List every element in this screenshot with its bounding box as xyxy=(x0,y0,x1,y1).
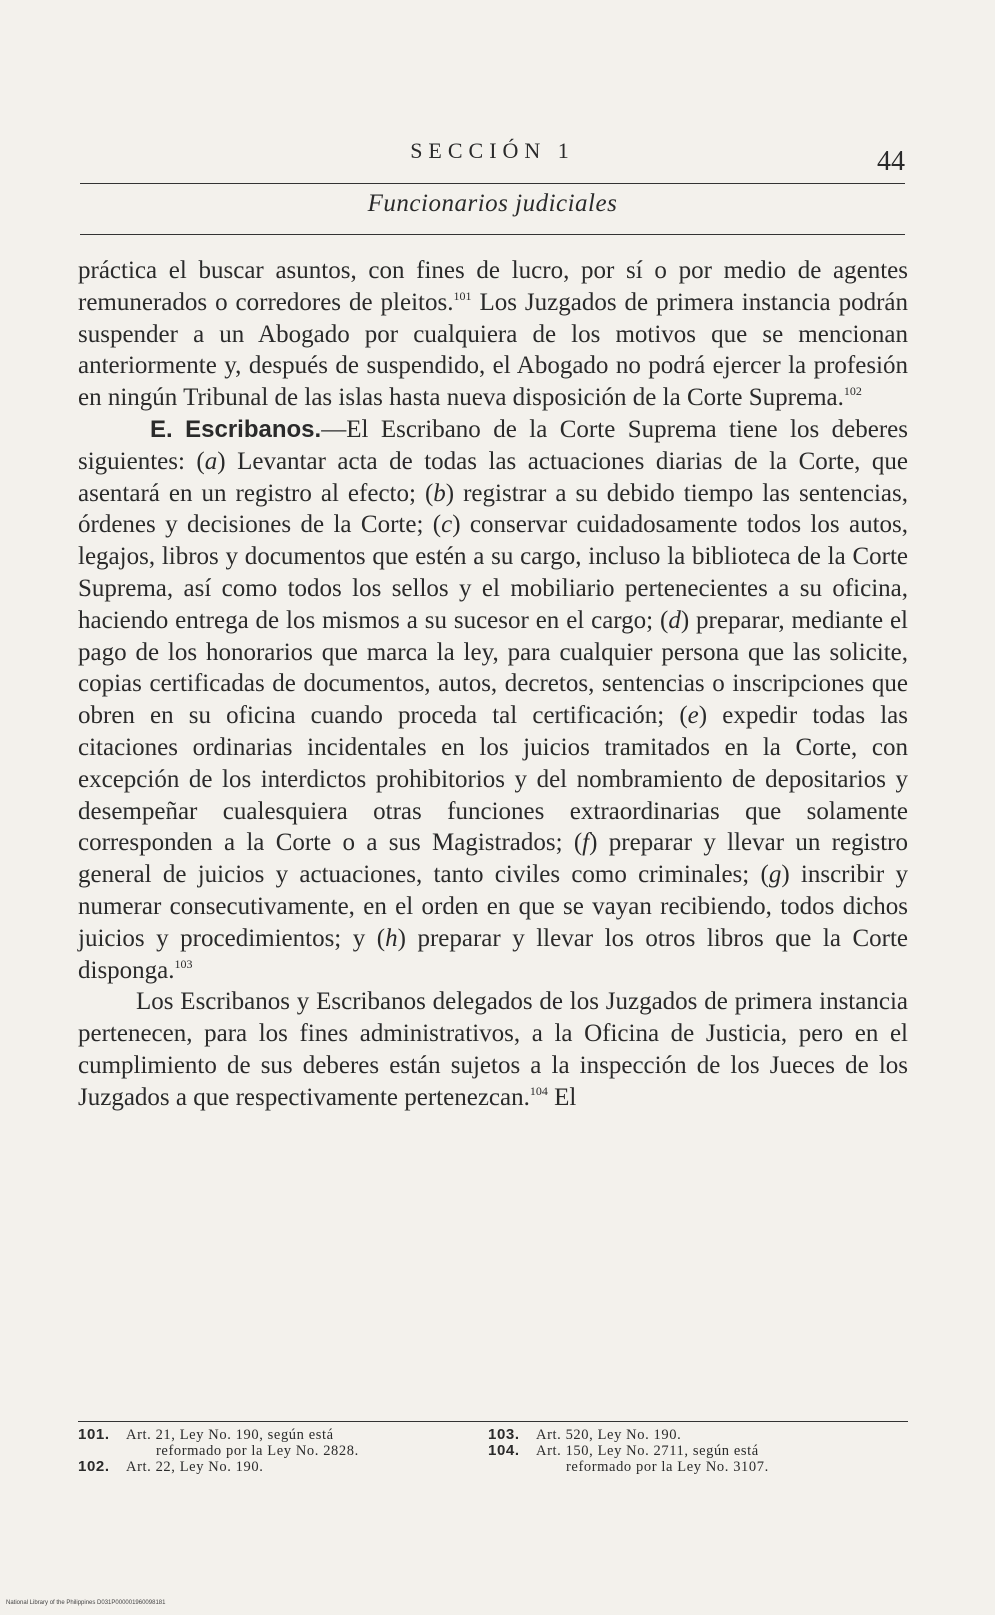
footnote-101: 101. Art. 21, Ley No. 190, según está reformado por la Ley No. 2828. xyxy=(78,1426,359,1459)
section-label: SECCIÓN 1 xyxy=(410,138,575,163)
paragraph-delegados: Los Escribanos y Escribanos delegados de los Juzgados de primera instancia pertenecen, para los fines administrativos, a la Oficina de Justicia, pero en el cumplimiento de sus deberes están sujetos a la inspección de los Jueces de los Juzgados a que respectivamente pertenezcan.$^{104}$ El xyxy=(78,988,908,1111)
footnote-103: 103. Art. 520, Ley No. 190. xyxy=(488,1426,682,1443)
footnote-102: 102. Art. 22, Ley No. 190. xyxy=(78,1458,264,1475)
footnote-ref: 103 xyxy=(174,956,193,971)
page-number: 44 xyxy=(877,146,905,177)
footnote-ref: 102 xyxy=(843,384,862,399)
paragraph-escribanos: E. Escribanos.—El Escribano de la Corte Suprema tiene los deberes siguientes: (a) Levantar acta de todas las actuaciones diarias de la Corte, que asentará en un registro al efecto; (b) registrar a su debido tiempo las sentencias, órdenes y decisiones de la Corte; (c) conservar cuidadosamente todos los autos, legajos, libros y documentos que estén a su cargo, incluso la biblioteca de la Corte Suprema, así como todos los sellos y el mobiliario pertenecientes a su oficina, haciendo entrega de los mismos a su sucesor en el cargo; (d) preparar, mediante el pago de los honorarios que marca la ley, para cualquier persona que las solicite, copias certificadas de documentos, autos, decretos, sentencias o inscripciones que obren en su oficina cuando proceda tal certificación; (e) expedir todas las citaciones ordinarias incidentales en los juicios tramitados en la Corte, con excepción de los interdictos prohibitorios y del nombramiento de depositarios y desempeñar cualesquiera otras funciones extraordinarias que solamente corresponden a la Corte o a sus Magistrados; (f) preparar y llevar un registro general de juicios y actuaciones, tanto civiles como criminales; (g) inscribir y numerar consecutivamente, en el orden en que se vayan recibiendo, todos dichos juicios y procedimientos; y (h) preparar y llevar los otros libros que la Corte disponga.$^{103}$ xyxy=(78,415,909,984)
section-letter: E. xyxy=(150,415,173,443)
subtitle-rule xyxy=(80,234,905,235)
footnote-column-left xyxy=(78,1427,478,1475)
body-text xyxy=(78,255,908,1114)
chapter-subtitle: Funcionarios judiciales xyxy=(367,190,618,217)
header-rule xyxy=(80,183,905,184)
footnote-rule xyxy=(78,1421,908,1422)
running-head xyxy=(80,138,905,178)
footnote-ref: 104 xyxy=(529,1083,548,1098)
footnote-column-right xyxy=(488,1427,908,1475)
footnote-ref: 101 xyxy=(453,288,472,303)
section-heading: Escribanos. xyxy=(185,415,322,443)
scan-credit: National Library of the Philippines D031P000001960098181 xyxy=(6,1600,166,1606)
paragraph-continuation: práctica el buscar asuntos, con fines de lucro, por sí o por medio de agentes remunerados o corredores de pleitos.$^{101}$ Los Juzgados de primera instancia podrán suspender a un Abogado por cualquiera de los motivos que se mencionan anteriormente y, después de suspendido, el Abogado no podrá ejercer la profesión en ningún Tribunal de las islas hasta nueva disposición de la Corte Suprema.$^{102}$ xyxy=(78,257,908,412)
footnote-104: 104. Art. 150, Ley No. 2711, según está reformado por la Ley No. 3107. xyxy=(488,1442,769,1475)
